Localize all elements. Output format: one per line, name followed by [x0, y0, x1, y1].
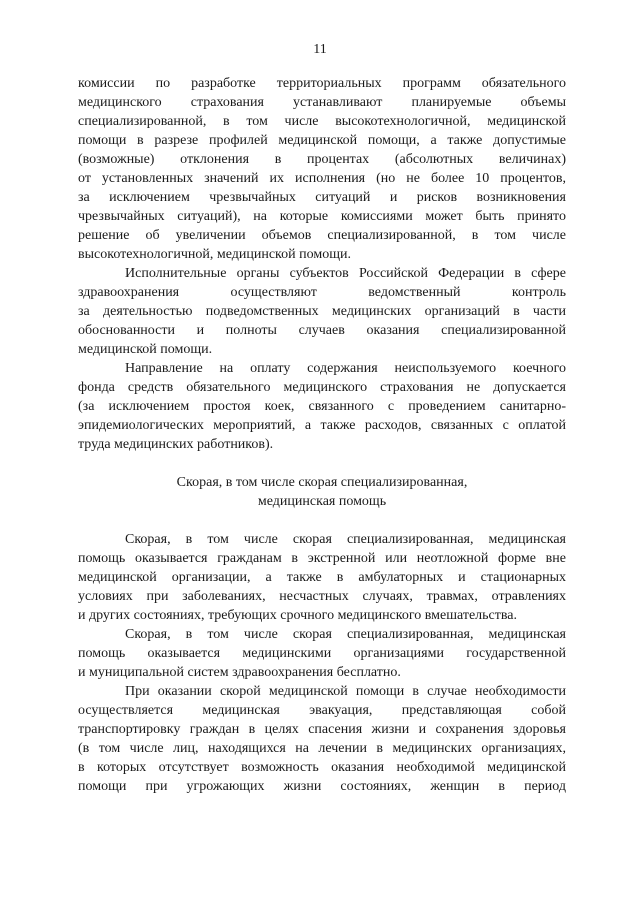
text-line: и других состояниях, требующих срочного медицинского вмешательства.	[78, 608, 518, 623]
text-line: эпидемиологических мероприятий, а также расходов, связанных с оплатой	[78, 418, 566, 433]
text-line: Направление на оплату содержания неиспользуемого коечного	[125, 361, 566, 376]
text-line: медицинского страхования устанавливают планируемые объемы	[78, 95, 566, 110]
text-line: от установленных значений их исполнения (но не более 10 процентов,	[78, 171, 566, 186]
text-line: труда медицинских работников).	[78, 437, 274, 452]
text-line: (в том числе лиц, находящихся на лечении в медицинских организациях,	[78, 741, 566, 756]
text-line: Скорая, в том числе скорая специализированная, медицинская	[125, 532, 566, 547]
text-line: обоснованности и полноты случаев оказания специализированной	[78, 323, 566, 338]
text-line: помощи при угрожающих жизни состояниях, женщин в период	[78, 779, 566, 794]
text-line: условиях при заболеваниях, несчастных случаях, травмах, отравлениях	[78, 589, 566, 604]
document-body	[78, 74, 566, 796]
text-line: за деятельностью подведомственных медицинских организаций в части	[78, 304, 566, 319]
spacer	[78, 511, 566, 530]
paragraph-departmental-control	[78, 264, 566, 359]
text-line: Исполнительные органы субъектов Российской Федерации в сфере	[125, 266, 566, 281]
text-line: осуществляется медицинская эвакуация, представляющая собой	[78, 703, 566, 718]
paragraph-commission-volumes	[78, 74, 566, 264]
text-line: помощь оказывается медицинскими организациями государственной	[78, 646, 566, 661]
paragraph-emergency-care-definition	[78, 530, 566, 625]
text-line: медицинской организации, а также в амбулаторных и стационарных	[78, 570, 566, 585]
text-line: высокотехнологичной, медицинской помощи.	[78, 247, 351, 262]
text-line: за исключением чрезвычайных ситуаций и рисков возникновения	[78, 190, 566, 205]
heading-line: медицинская помощь	[257, 494, 387, 509]
paragraph-medical-evacuation	[78, 682, 566, 796]
text-line: При оказании скорой медицинской помощи в случае необходимости	[125, 684, 566, 699]
text-line: помощи в разрезе профилей медицинской помощи, а также допустимые	[78, 133, 566, 148]
page-number: 11	[313, 42, 327, 57]
text-line: решение об увеличении объемов специализированной, в том числе	[78, 228, 566, 243]
heading-line: Скорая, в том числе скорая специализированная,	[176, 475, 468, 490]
text-line: (возможные) отклонения в процентах (абсолютных величинах)	[78, 152, 566, 167]
text-line: комиссии по разработке территориальных программ обязательного	[78, 76, 566, 91]
text-line: и муниципальной систем здравоохранения бесплатно.	[78, 665, 401, 680]
paragraph-emergency-care-free	[78, 625, 566, 682]
text-line: Скорая, в том числе скорая специализированная, медицинская	[125, 627, 566, 642]
section-heading	[78, 473, 566, 511]
text-line: в которых отсутствует возможность оказания необходимой медицинской	[78, 760, 566, 775]
text-line: помощь оказывается гражданам в экстренной или неотложной форме вне	[78, 551, 566, 566]
text-line: медицинской помощи.	[78, 342, 213, 357]
paragraph-bed-fund	[78, 359, 566, 454]
text-line: (за исключением простоя коек, связанного с проведением санитарно-	[78, 399, 566, 414]
text-line: фонда средств обязательного медицинского страхования не допускается	[78, 380, 566, 395]
text-line: транспортировку граждан в целях спасения жизни и сохранения здоровья	[78, 722, 566, 737]
text-line: специализированной, в том числе высокотехнологичной, медицинской	[78, 114, 566, 129]
text-line: чрезвычайных ситуаций), на которые комиссиями может быть принято	[78, 209, 566, 224]
text-line: здравоохранения осуществляют ведомственный контроль	[78, 285, 566, 300]
